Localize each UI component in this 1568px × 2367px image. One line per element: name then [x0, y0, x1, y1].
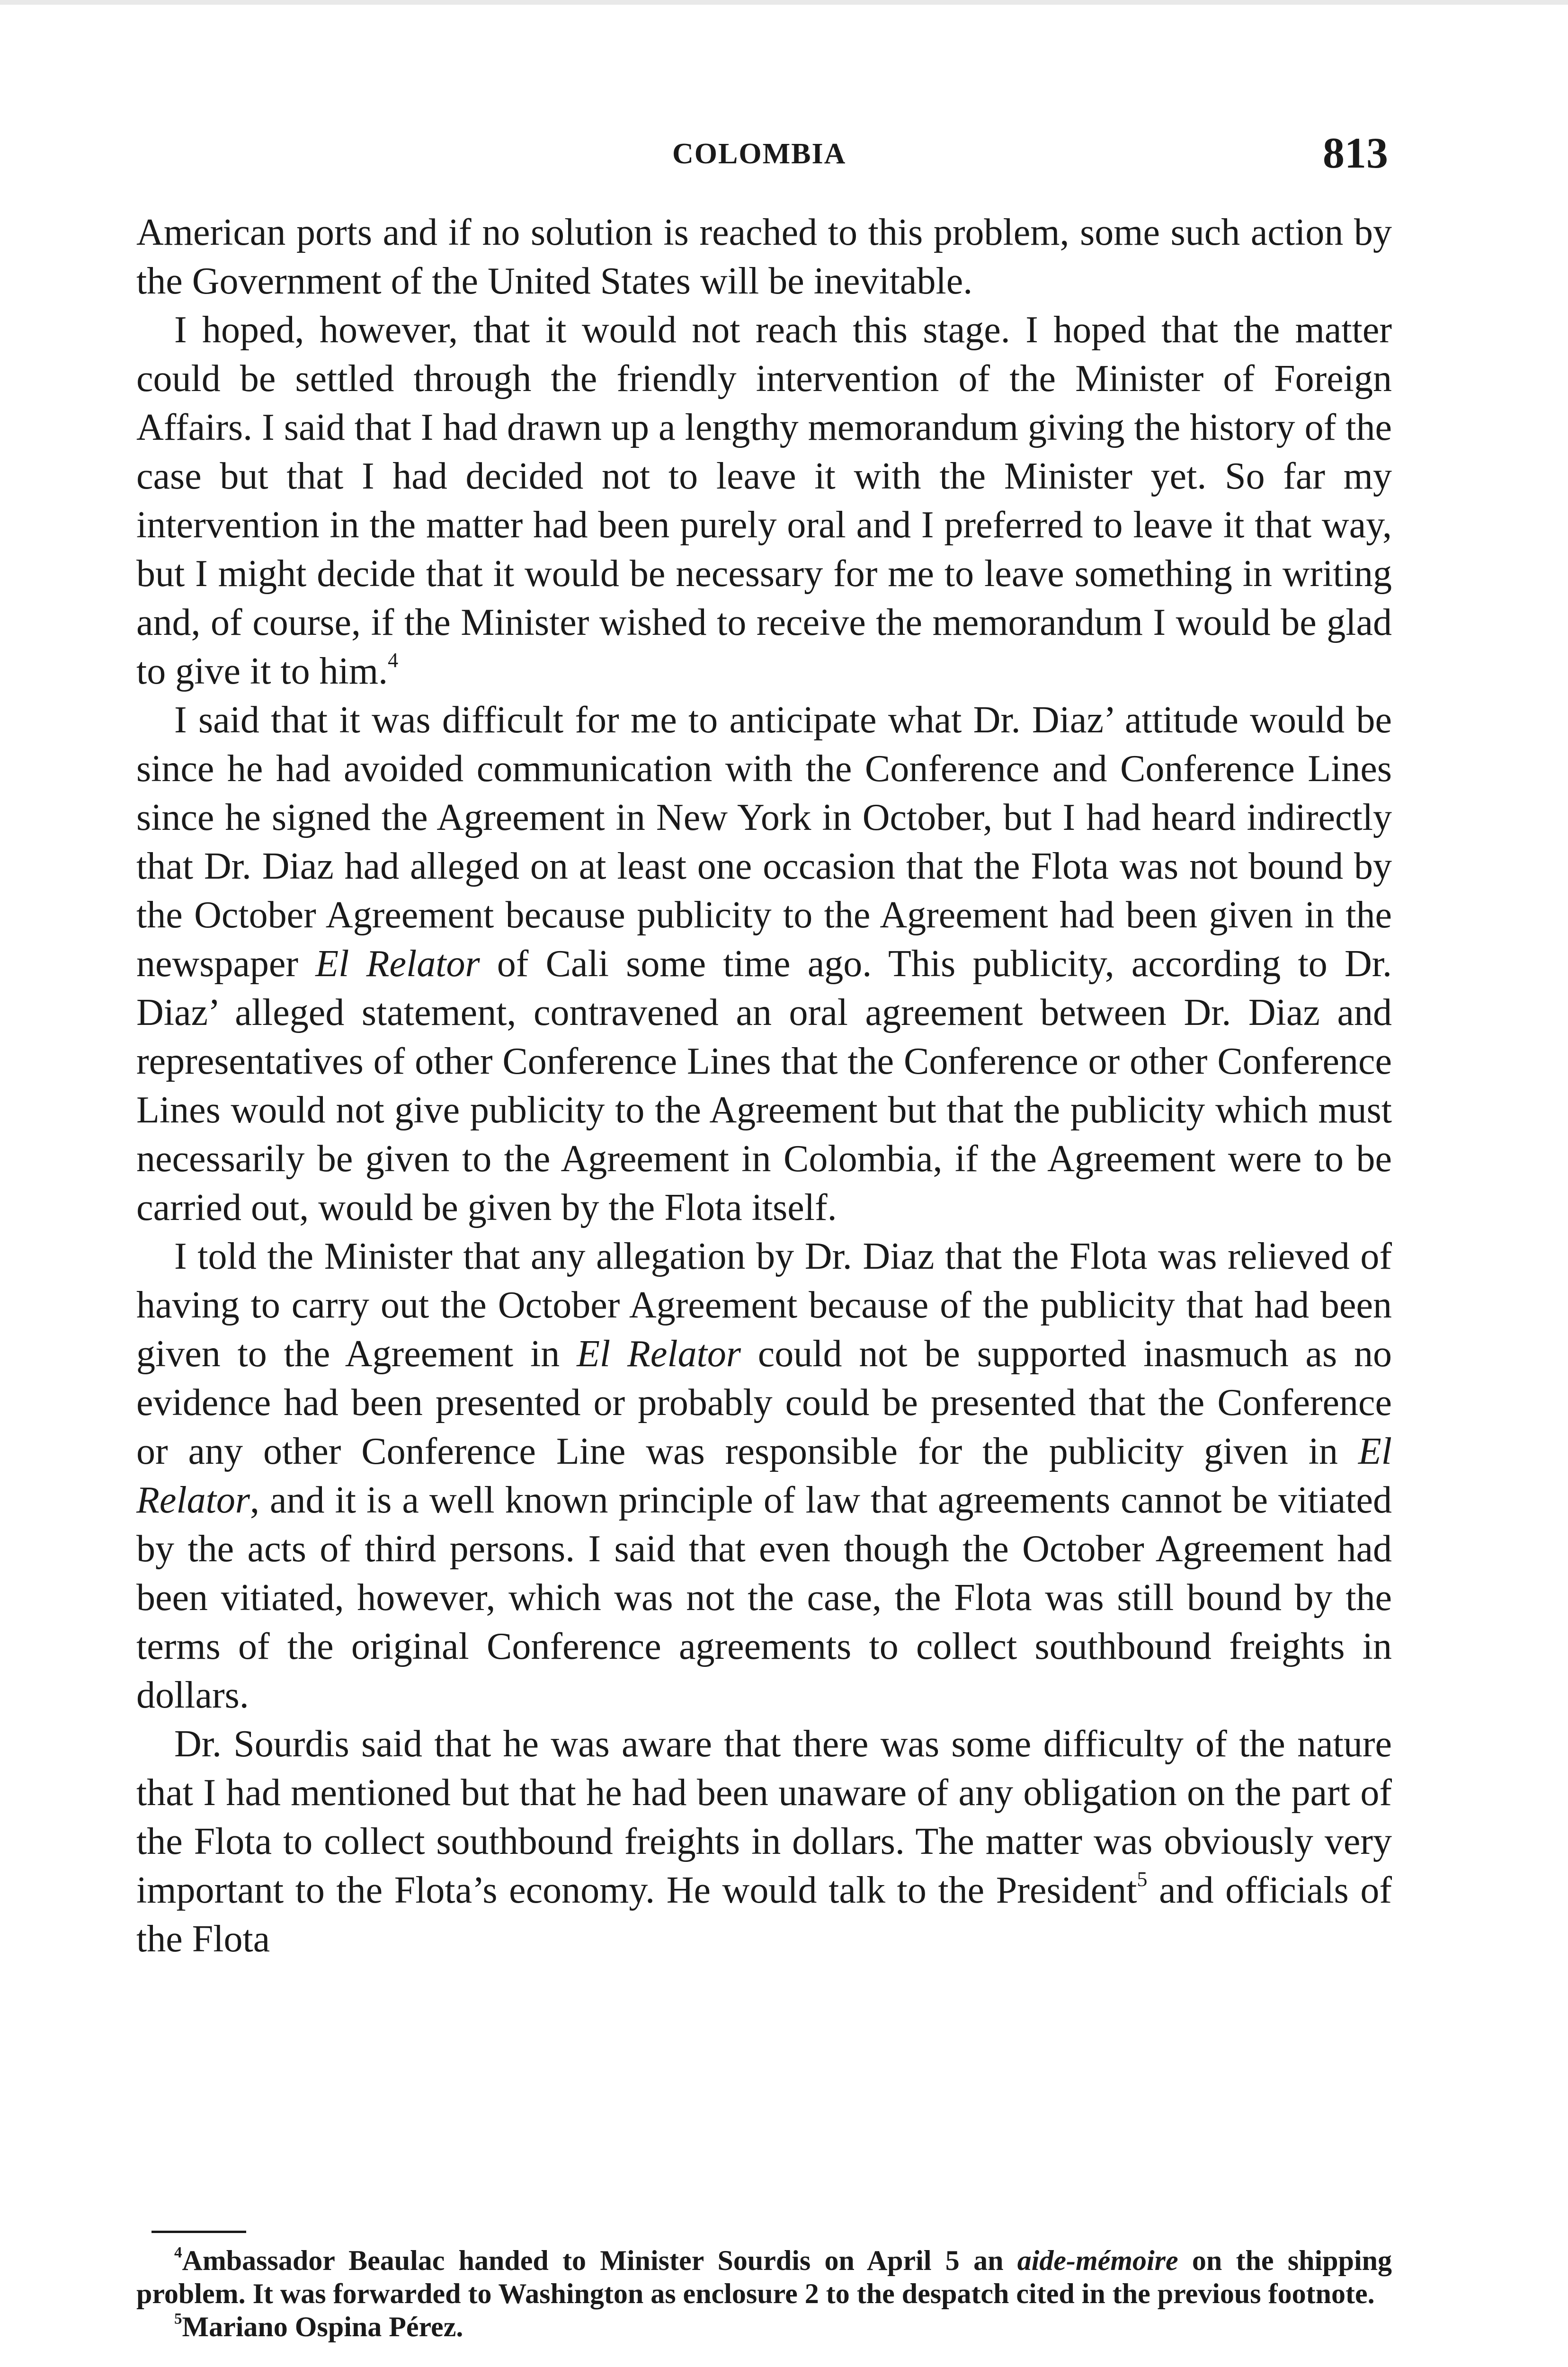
paragraph-1: American ports and if no solution is reached to this problem, some such action by the Government of the United States will be inevitable.: [136, 212, 1392, 302]
footnote-ref-4: 4: [388, 648, 399, 672]
footnote-divider: [151, 2231, 246, 2233]
footnote-mark-4: 4: [174, 2244, 182, 2261]
body-text: [136, 208, 1392, 1964]
page-number: 813: [1323, 129, 1388, 177]
footnote-4: $^4$Ambassador Beaulac handed to Minister Sourdis on April 5 an aide-mémoire on the shipping problem. It was forwarded to Washington as enclosure 2 to the despatch cited in the previous footnote.: [136, 2244, 1392, 2309]
newspaper-title: El Relator: [315, 943, 480, 985]
footnotes: [136, 2244, 1392, 2343]
top-edge-rule: [0, 0, 1568, 5]
paragraph-5: Dr. Sourdis said that he was aware that there was some difficulty of the nature that I had mentioned but that he had been unaware of any obligation on the part of the Flota to collect southbound freights in dollars. The matter was obviously very important to the Flota’s economy. He would talk to the President$^5$ and officials of the Flota: [136, 1723, 1392, 1960]
paragraph-4: I told the Minister that any allegation by Dr. Diaz that the Flota was relieved of having to carry out the October Agreement because of the publicity that had been given to the Agreement in El Relator could not be supported inasmuch as no evidence had been presented or probably could be presented that the Conference or any other Conference Line was responsible for the publicity given in El Relator, and it is a well known principle of law that agreements cannot be vitiated by the acts of third persons. I said that even though the October Agreement had been vitiated, however, which was not the case, the Flota was still bound by the terms of the original Conference agreements to collect southbound freights in dollars.: [136, 1236, 1392, 1716]
newspaper-title: El Relator: [136, 1431, 1392, 1521]
paragraph-3: I said that it was difficult for me to anticipate what Dr. Diaz’ attitude would be since he had avoided communication with the Conference and Conference Lines since he signed the Agreement in New York in October, but I had heard indirectly that Dr. Diaz had alleged on at least one occasion that the Flota was not bound by the October Agreement because publicity to the Agreement had been given in the newspaper El Relator of Cali some time ago. This publicity, according to Dr. Diaz’ alleged statement, contravened an oral agreement between Dr. Diaz and representatives of other Conference Lines that the Conference or other Conference Lines would not give publicity to the Agreement but that the publicity which must necessarily be given to the Agreement in Colombia, if the Agreement were to be carried out, would be given by the Flota itself.: [136, 699, 1392, 1228]
footnote-italic-term: aide-mémoire: [1017, 2245, 1178, 2276]
running-head: COLOMBIA: [672, 138, 846, 170]
paragraph-2: I hoped, however, that it would not reach this stage. I hoped that the matter could be settled through the friendly intervention of the Minister of Foreign Affairs. I said that I had drawn up a lengthy memorandum giving the history of the case but that I had decided not to leave it with the Minister yet. So far my intervention in the matter had been purely oral and I preferred to leave it that way, but I might decide that it would be necessary for me to leave something in writing and, of course, if the Minister wished to receive the memorandum I would be glad to give it to him.$^4$: [136, 309, 1392, 692]
newspaper-title: El Relator: [577, 1333, 741, 1375]
footnote-ref-5: 5: [1137, 1867, 1148, 1891]
footnote-mark-5: 5: [174, 2310, 182, 2328]
footnote-5: $^5$Mariano Ospina Pérez.: [174, 2310, 463, 2342]
